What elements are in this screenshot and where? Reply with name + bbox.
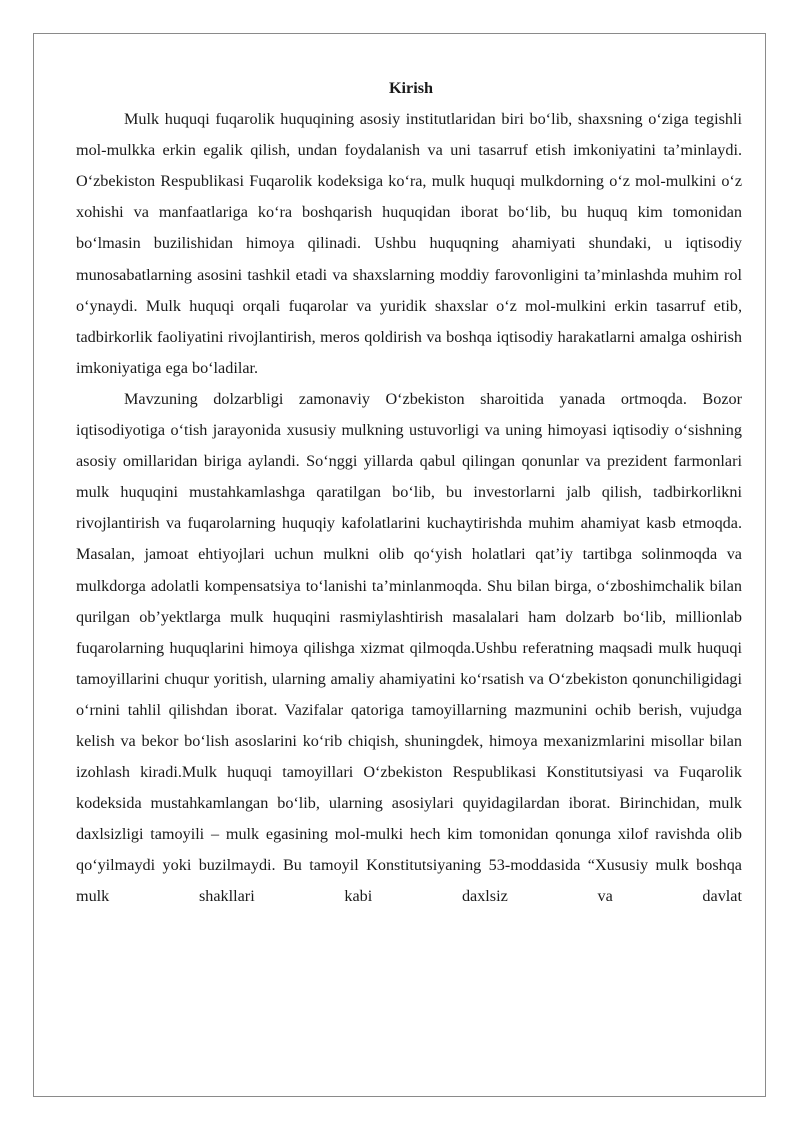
paragraph-introduction: Mulk huquqi fuqarolik huquqining asosiy institutlaridan biri bo‘lib, shaxsning o‘ziga tegishli mol-mulkka erkin egalik qilish, undan foydalanish va uni tasarruf etish imkoniyatini ta’minlaydi. O‘zbekiston Respublikasi Fuqarolik kodeksiga ko‘ra, mulk huquqi mulkdorning o‘z mol-mulkini o‘z xohishi va manfaatlariga ko‘ra boshqarish huquqidan iborat bo‘lib, bu huquq kim tomonidan bo‘lmasin buzilishidan himoya qilinadi. Ushbu huquqning ahamiyati shundaki, u iqtisodiy munosabatlarning asosini tashkil etadi va shaxslarning moddiy farovonligini ta’minlashda muhim rol o‘ynaydi. Mulk huquqi orqali fuqarolar va yuridik shaxslar o‘z mol-mulkini erkin tasarruf etib, tadbirkorlik faoliyatini rivojlantirish, meros qoldirish va boshqa iqtisodiy harakatlarni amalga oshirish imkoniyatiga ega bo‘ladilar. <box>76 110 742 377</box>
section-title: Kirish <box>388 79 434 97</box>
paragraph-relevance: Mavzuning dolzarbligi zamonaviy O‘zbekiston sharoitida yanada ortmoqda. Bozor iqtisodiyotiga o‘tish jarayonida xususiy mulkning ustuvorligi va uning himoyasi iqtisodiy o‘sishning asosiy omillaridan biriga aylandi. So‘nggi yillarda qabul qilingan qonunlar va prezident farmonlari mulk huquqini mustahkamlashga qaratilgan bo‘lib, bu investorlarni jalb qilish, tadbirkorlikni rivojlantirish va fuqarolarning huquqiy kafolatlarini kuchaytirishda muhim ahamiyat kasb etmoqda. Masalan, jamoat ehtiyojlari uchun mulkni olib qo‘yish holatlari qat’iy tartibga solinmoqda va mulkdorga adolatli kompensatsiya to‘lanishi ta’minlanmoqda. Shu bilan birga, o‘zboshimchalik bilan qurilgan ob’yektlarga mulk huquqini rasmiylashtirish masalalari ham dolzarb bo‘lib, millionlab fuqarolarning huquqlarini himoya qilishga xizmat qilmoqda.Ushbu referatning maqsadi mulk huquqi tamoyillarini chuqur yoritish, ularning amaliy ahamiyatini ko‘rsatish va O‘zbekiston qonunchiligidagi o‘rnini tahlil qilishdan iborat. Vazifalar qatoriga tamoyillarning mazmunini ochib berish, vujudga kelish va bekor bo‘lish asoslarini ko‘rib chiqish, shuningdek, himoya mexanizmlarini misollar bilan izohlash kiradi.Mulk huquqi tamoyillari O‘zbekiston Respublikasi Konstitutsiyasi va Fuqarolik kodeksida mustahkamlangan bo‘lib, ularning asosiylari quyidagilardan iborat. Birinchidan, mulk daxlsizligi tamoyili – mulk egasining mol-mulki hech kim tomonidan qonunga xilof ravishda olib qo‘yilmaydi yoki buzilmaydi. Bu tamoyil Konstitutsiyaning 53-moddasida “Xususiy mulk boshqa mulk shakllari kabi daxlsiz va davlat <box>76 389 742 906</box>
document-body <box>76 73 742 913</box>
